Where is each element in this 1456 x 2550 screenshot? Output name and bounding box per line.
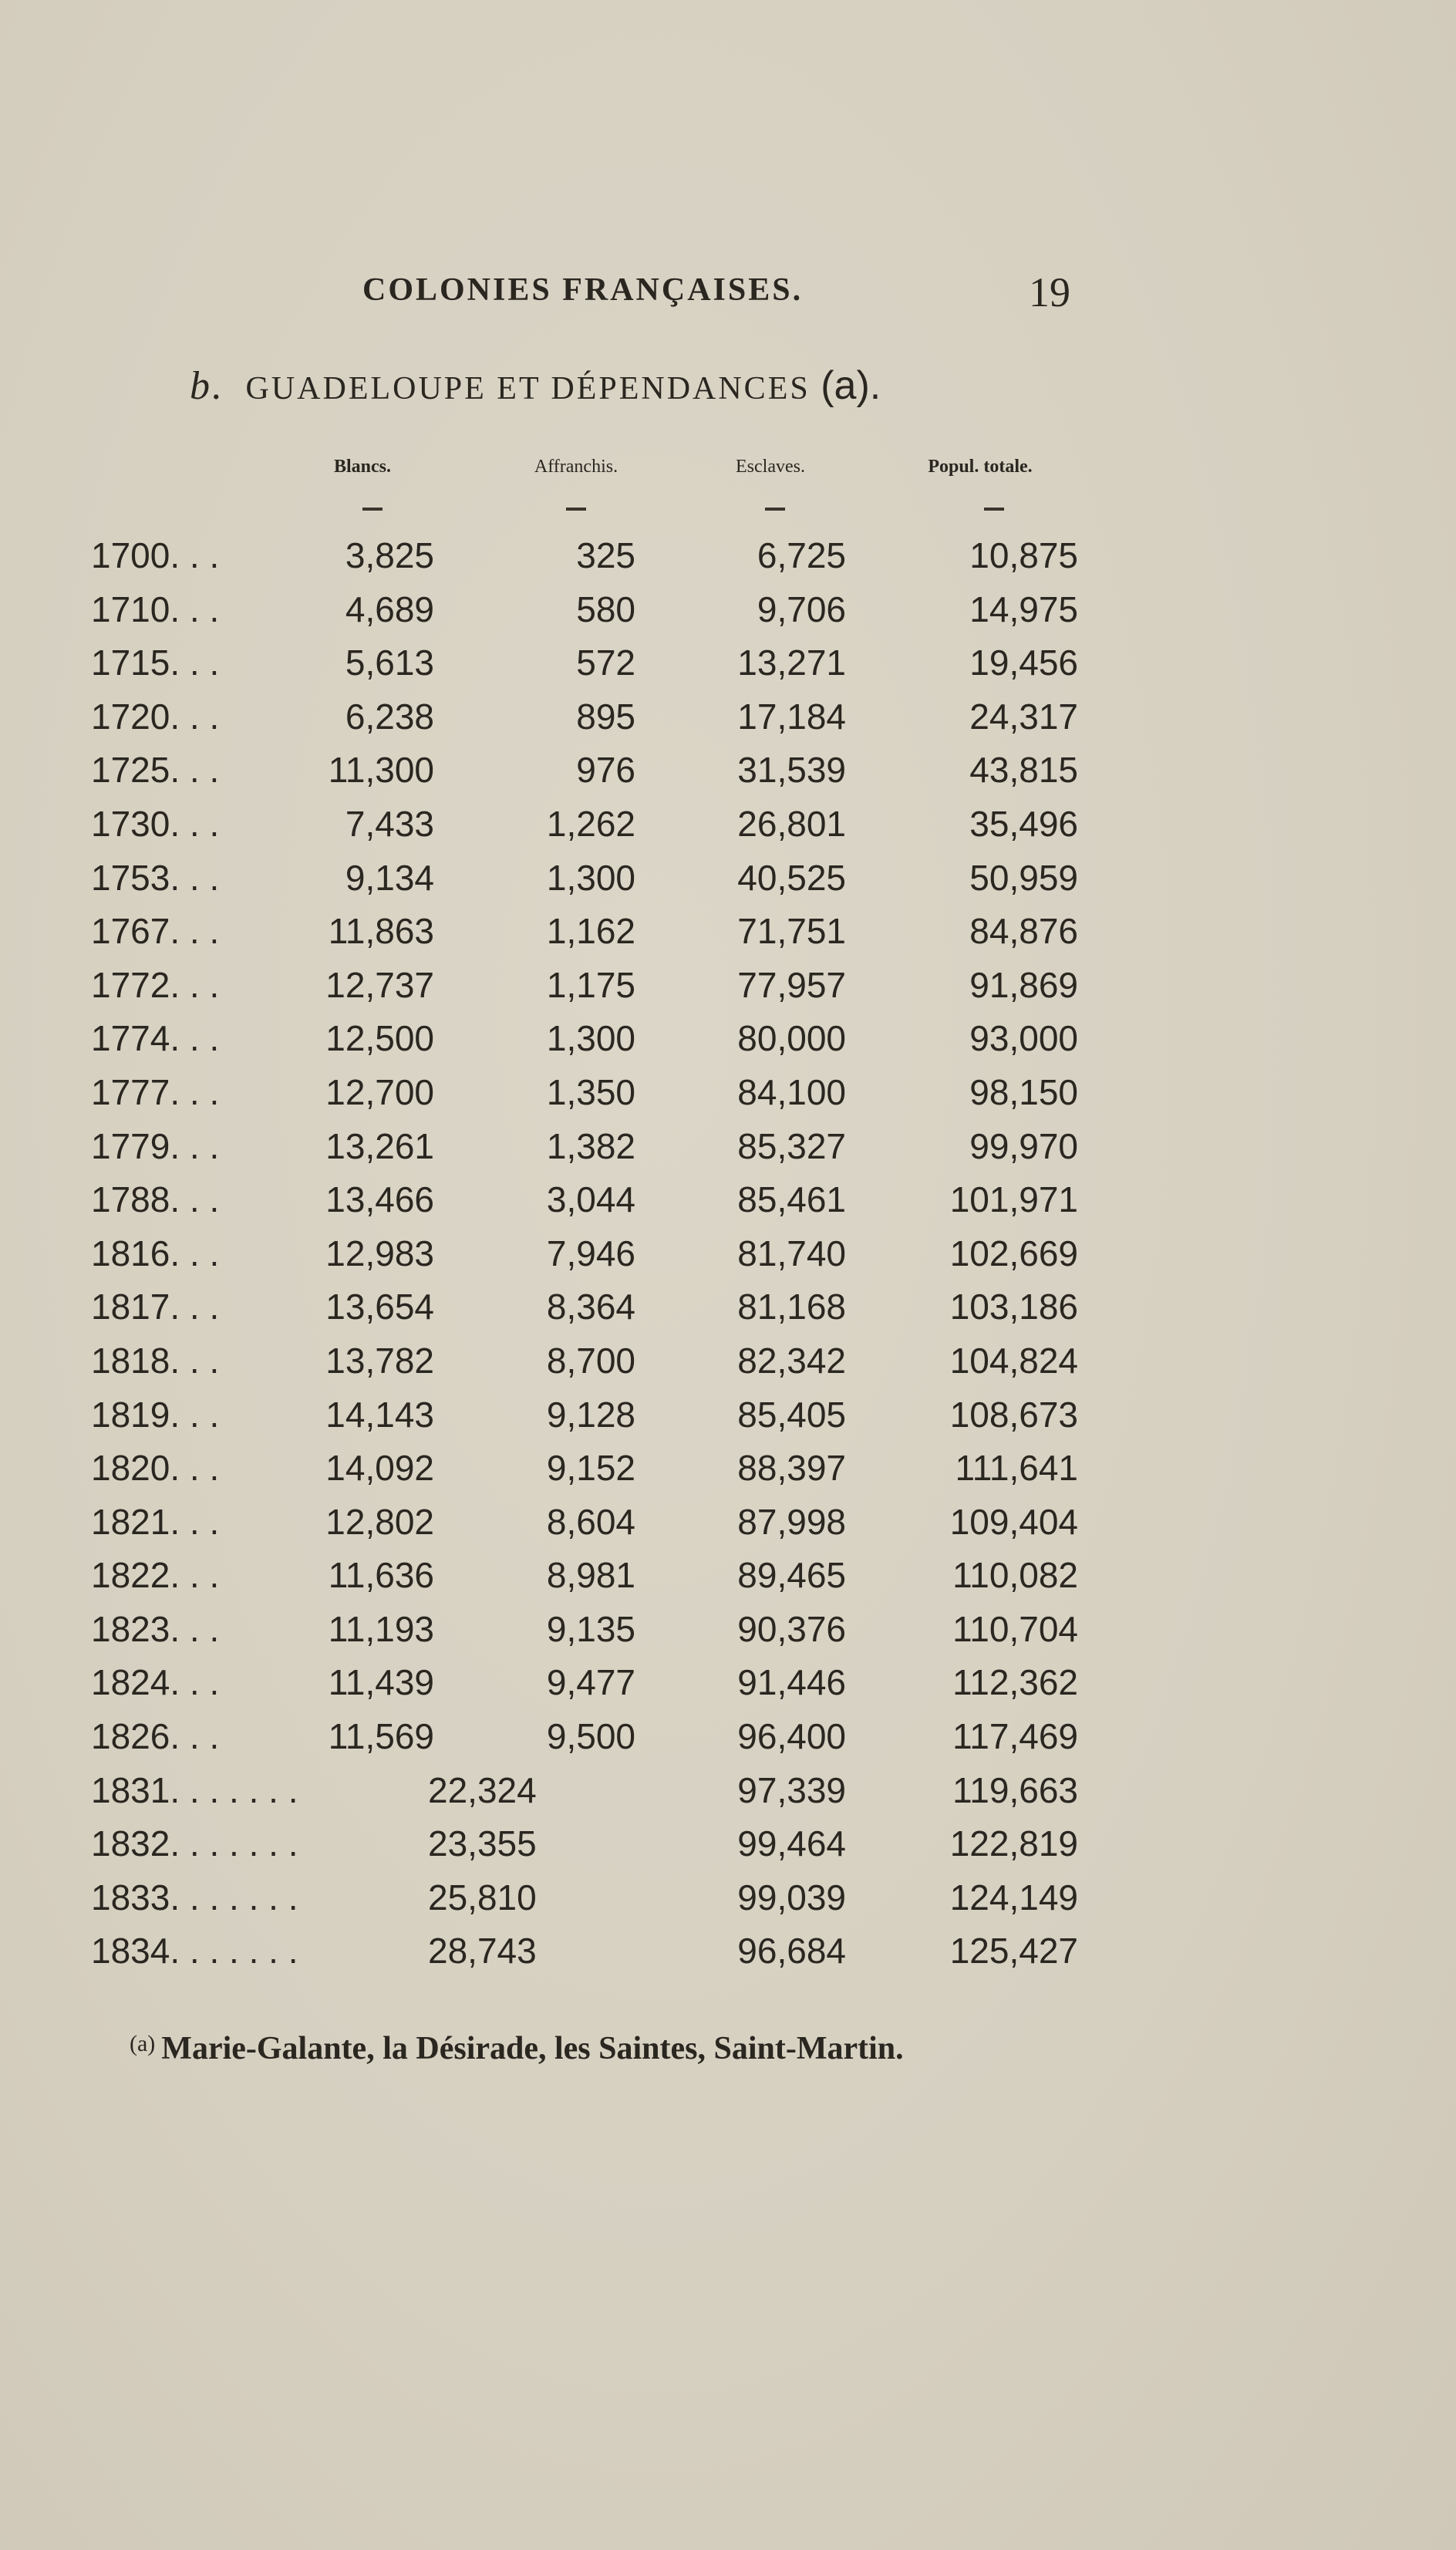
page-number: 19 bbox=[1029, 269, 1070, 315]
cell-total: 109,404 bbox=[949, 1501, 1078, 1542]
cell-affranchis: 325 bbox=[576, 535, 635, 575]
row-year: 1710. . . bbox=[91, 589, 220, 629]
cell-esclaves: 99,039 bbox=[737, 1877, 846, 1918]
cell-esclaves: 82,342 bbox=[737, 1340, 846, 1381]
cell-affranchis: 1,300 bbox=[546, 1018, 635, 1059]
cell-esclaves: 89,465 bbox=[737, 1555, 846, 1596]
column-header-population: Popul. totale. bbox=[928, 457, 1033, 477]
cell-esclaves: 87,998 bbox=[737, 1501, 846, 1542]
cell-affranchis: 8,364 bbox=[546, 1287, 635, 1327]
table-row bbox=[0, 1334, 1456, 1388]
cell-esclaves: 84,100 bbox=[737, 1071, 846, 1112]
table-row bbox=[0, 636, 1456, 690]
row-year: 1730. . . bbox=[91, 803, 220, 844]
cell-affranchis: 1,350 bbox=[546, 1071, 635, 1112]
row-year: 1832. . . . . . . bbox=[91, 1823, 298, 1864]
cell-esclaves: 97,339 bbox=[737, 1769, 846, 1810]
cell-total: 98,150 bbox=[969, 1071, 1078, 1112]
cell-affranchis: 9,500 bbox=[546, 1716, 635, 1757]
cell-total: 99,970 bbox=[969, 1125, 1078, 1166]
section-title-text: GUADELOUPE ET DÉPENDANCES bbox=[245, 371, 811, 406]
row-year: 1725. . . bbox=[91, 750, 220, 791]
row-year: 1720. . . bbox=[91, 696, 220, 737]
cell-total: 103,186 bbox=[949, 1287, 1078, 1327]
cell-esclaves: 85,461 bbox=[737, 1179, 846, 1220]
cell-affranchis: 1,162 bbox=[546, 911, 635, 952]
cell-blancs: 13,782 bbox=[325, 1340, 434, 1381]
cell-total: 125,427 bbox=[949, 1931, 1078, 1972]
cell-total: 124,149 bbox=[949, 1877, 1078, 1918]
cell-blancs: 12,802 bbox=[325, 1501, 434, 1542]
cell-total: 10,875 bbox=[969, 535, 1078, 575]
cell-blancs: 7,433 bbox=[345, 803, 434, 844]
row-year: 1831. . . . . . . bbox=[91, 1769, 298, 1810]
cell-esclaves: 96,684 bbox=[737, 1931, 846, 1972]
row-year: 1826. . . bbox=[91, 1716, 220, 1757]
census-table bbox=[0, 529, 1456, 1978]
cell-affranchis: 1,262 bbox=[546, 803, 635, 844]
cell-total: 14,975 bbox=[969, 589, 1078, 629]
cell-affranchis: 3,044 bbox=[546, 1179, 635, 1220]
cell-esclaves: 85,327 bbox=[737, 1125, 846, 1166]
table-row-merged bbox=[0, 1817, 1456, 1871]
cell-blancs: 11,636 bbox=[328, 1555, 434, 1596]
cell-affranchis: 9,152 bbox=[546, 1448, 635, 1489]
cell-blancs: 5,613 bbox=[345, 643, 434, 683]
cell-esclaves: 6,725 bbox=[757, 535, 846, 575]
cell-libres: 23,355 bbox=[428, 1823, 537, 1864]
table-row bbox=[0, 1012, 1456, 1066]
cell-blancs: 11,439 bbox=[328, 1662, 434, 1703]
cell-total: 108,673 bbox=[949, 1394, 1078, 1435]
table-row bbox=[0, 905, 1456, 959]
cell-blancs: 11,569 bbox=[328, 1716, 434, 1757]
cell-esclaves: 17,184 bbox=[737, 696, 846, 737]
cell-blancs: 12,983 bbox=[325, 1233, 434, 1273]
row-year: 1834. . . . . . . bbox=[91, 1931, 298, 1972]
cell-total: 122,819 bbox=[949, 1823, 1078, 1864]
row-year: 1767. . . bbox=[91, 911, 220, 952]
cell-total: 93,000 bbox=[969, 1018, 1078, 1059]
table-row-merged bbox=[0, 1924, 1456, 1978]
table-row bbox=[0, 1496, 1456, 1550]
cell-esclaves: 91,446 bbox=[737, 1662, 846, 1703]
row-year: 1822. . . bbox=[91, 1555, 220, 1596]
table-row bbox=[0, 1603, 1456, 1657]
table-row-merged bbox=[0, 1871, 1456, 1925]
table-row bbox=[0, 1656, 1456, 1710]
section-letter: b. bbox=[190, 364, 224, 408]
row-year: 1819. . . bbox=[91, 1394, 220, 1435]
cell-affranchis: 9,128 bbox=[546, 1394, 635, 1435]
cell-total: 50,959 bbox=[969, 857, 1078, 898]
cell-total: 111,641 bbox=[955, 1448, 1078, 1489]
cell-total: 110,704 bbox=[952, 1608, 1078, 1649]
cell-blancs: 12,500 bbox=[325, 1018, 434, 1059]
cell-affranchis: 9,135 bbox=[546, 1608, 635, 1649]
cell-affranchis: 1,300 bbox=[546, 857, 635, 898]
table-row bbox=[0, 744, 1456, 798]
footnote-mark: (a) bbox=[130, 2031, 156, 2056]
cell-blancs: 3,825 bbox=[345, 535, 434, 575]
row-year: 1715. . . bbox=[91, 643, 220, 683]
table-row bbox=[0, 1710, 1456, 1764]
cell-total: 84,876 bbox=[969, 911, 1078, 952]
table-row bbox=[0, 959, 1456, 1013]
cell-total: 117,469 bbox=[952, 1716, 1078, 1757]
cell-total: 112,362 bbox=[952, 1662, 1078, 1703]
cell-total: 119,663 bbox=[952, 1769, 1078, 1810]
table-row bbox=[0, 529, 1456, 583]
row-year: 1818. . . bbox=[91, 1340, 220, 1381]
cell-total: 110,082 bbox=[952, 1555, 1078, 1596]
table-row bbox=[0, 1173, 1456, 1227]
column-divider-dash bbox=[765, 508, 785, 511]
cell-esclaves: 88,397 bbox=[737, 1448, 846, 1489]
cell-total: 43,815 bbox=[969, 750, 1078, 791]
row-year: 1700. . . bbox=[91, 535, 220, 575]
cell-blancs: 12,737 bbox=[325, 964, 434, 1005]
cell-blancs: 4,689 bbox=[345, 589, 434, 629]
row-year: 1753. . . bbox=[91, 857, 220, 898]
row-year: 1788. . . bbox=[91, 1179, 220, 1220]
cell-libres: 22,324 bbox=[428, 1769, 537, 1810]
cell-libres: 25,810 bbox=[428, 1877, 537, 1918]
row-year: 1772. . . bbox=[91, 964, 220, 1005]
row-year: 1820. . . bbox=[91, 1448, 220, 1489]
cell-esclaves: 81,740 bbox=[737, 1233, 846, 1273]
row-year: 1779. . . bbox=[91, 1125, 220, 1166]
cell-total: 102,669 bbox=[949, 1233, 1078, 1273]
cell-affranchis: 7,946 bbox=[546, 1233, 635, 1273]
cell-libres: 28,743 bbox=[428, 1931, 537, 1972]
cell-affranchis: 1,382 bbox=[546, 1125, 635, 1166]
cell-esclaves: 71,751 bbox=[737, 911, 846, 952]
cell-affranchis: 8,700 bbox=[546, 1340, 635, 1381]
row-year: 1833. . . . . . . bbox=[91, 1877, 298, 1918]
row-year: 1774. . . bbox=[91, 1018, 220, 1059]
table-row bbox=[0, 1442, 1456, 1496]
cell-affranchis: 8,981 bbox=[546, 1555, 635, 1596]
table-row bbox=[0, 690, 1456, 744]
cell-blancs: 6,238 bbox=[345, 696, 434, 737]
cell-esclaves: 85,405 bbox=[737, 1394, 846, 1435]
cell-affranchis: 895 bbox=[576, 696, 635, 737]
cell-blancs: 11,300 bbox=[328, 750, 434, 791]
cell-affranchis: 580 bbox=[576, 589, 635, 629]
cell-blancs: 14,092 bbox=[325, 1448, 434, 1489]
cell-blancs: 14,143 bbox=[325, 1394, 434, 1435]
cell-affranchis: 976 bbox=[576, 750, 635, 791]
table-row bbox=[0, 1227, 1456, 1281]
table-row bbox=[0, 798, 1456, 852]
cell-affranchis: 9,477 bbox=[546, 1662, 635, 1703]
column-header-affranchis: Affranchis. bbox=[534, 457, 618, 477]
cell-blancs: 13,466 bbox=[325, 1179, 434, 1220]
row-year: 1777. . . bbox=[91, 1071, 220, 1112]
footnote bbox=[130, 2030, 904, 2067]
row-year: 1823. . . bbox=[91, 1608, 220, 1649]
cell-blancs: 9,134 bbox=[345, 857, 434, 898]
cell-affranchis: 1,175 bbox=[546, 964, 635, 1005]
cell-esclaves: 40,525 bbox=[737, 857, 846, 898]
row-year: 1817. . . bbox=[91, 1287, 220, 1327]
cell-esclaves: 26,801 bbox=[737, 803, 846, 844]
column-divider-dash bbox=[984, 508, 1004, 511]
cell-total: 35,496 bbox=[969, 803, 1078, 844]
table-row bbox=[0, 1120, 1456, 1174]
running-title: COLONIES FRANÇAISES. bbox=[362, 272, 804, 308]
cell-blancs: 12,700 bbox=[325, 1071, 434, 1112]
cell-esclaves: 9,706 bbox=[757, 589, 846, 629]
table-row bbox=[0, 1066, 1456, 1120]
table-row bbox=[0, 1549, 1456, 1603]
cell-esclaves: 31,539 bbox=[737, 750, 846, 791]
table-row-merged bbox=[0, 1764, 1456, 1818]
column-divider-dash bbox=[566, 508, 586, 511]
row-year: 1816. . . bbox=[91, 1233, 220, 1273]
section-title bbox=[190, 363, 881, 409]
cell-blancs: 11,193 bbox=[328, 1608, 434, 1649]
table-row bbox=[0, 1280, 1456, 1334]
cell-esclaves: 81,168 bbox=[737, 1287, 846, 1327]
cell-esclaves: 90,376 bbox=[737, 1608, 846, 1649]
cell-total: 101,971 bbox=[949, 1179, 1078, 1220]
row-year: 1824. . . bbox=[91, 1662, 220, 1703]
table-row bbox=[0, 1388, 1456, 1442]
cell-blancs: 13,654 bbox=[325, 1287, 434, 1327]
cell-blancs: 11,863 bbox=[328, 911, 434, 952]
cell-esclaves: 13,271 bbox=[737, 643, 846, 683]
footnote-text: Marie-Galante, la Désirade, les Saintes, Saint-Martin. bbox=[161, 2031, 904, 2066]
row-year: 1821. . . bbox=[91, 1501, 220, 1542]
cell-esclaves: 96,400 bbox=[737, 1716, 846, 1757]
column-divider-dash bbox=[362, 508, 383, 511]
column-header-blancs: Blancs. bbox=[333, 457, 391, 477]
table-row bbox=[0, 583, 1456, 637]
cell-affranchis: 8,604 bbox=[546, 1501, 635, 1542]
table-row bbox=[0, 852, 1456, 906]
cell-blancs: 13,261 bbox=[325, 1125, 434, 1166]
cell-total: 24,317 bbox=[969, 696, 1078, 737]
cell-esclaves: 77,957 bbox=[737, 964, 846, 1005]
cell-esclaves: 80,000 bbox=[737, 1018, 846, 1059]
cell-total: 91,869 bbox=[969, 964, 1078, 1005]
cell-total: 19,456 bbox=[969, 643, 1078, 683]
cell-total: 104,824 bbox=[949, 1340, 1078, 1381]
cell-affranchis: 572 bbox=[576, 643, 635, 683]
section-note-ref: (a). bbox=[821, 363, 881, 408]
column-header-esclaves: Esclaves. bbox=[736, 457, 805, 477]
cell-esclaves: 99,464 bbox=[737, 1823, 846, 1864]
